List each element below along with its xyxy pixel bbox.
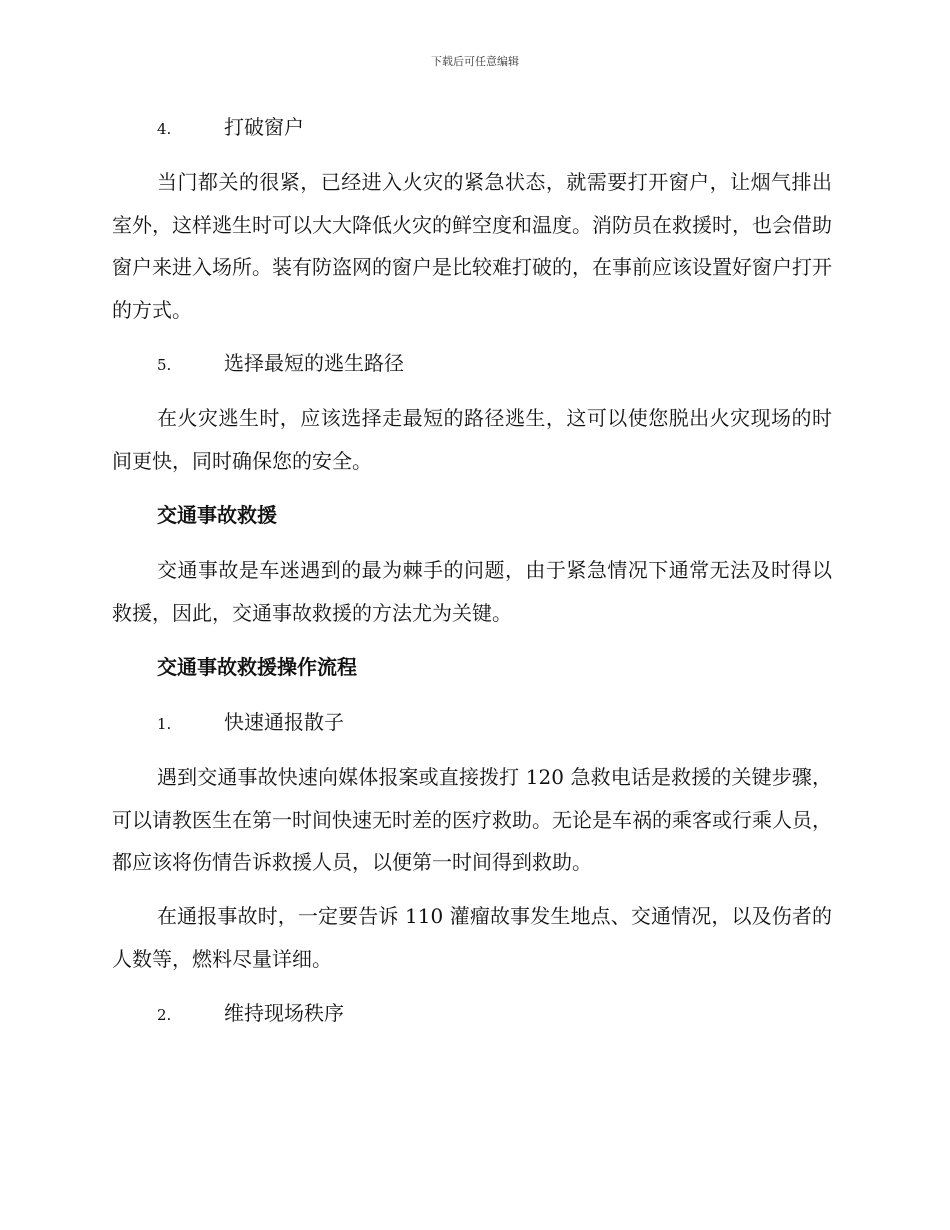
list-text: 维持现场秩序 [224,1001,344,1025]
list-item-1 [157,707,344,739]
list-text: 快速通报散子 [224,710,344,734]
list-number: 2. [157,1006,172,1024]
list-number: 1. [157,715,172,733]
paragraph-report-details: 在通报事故时，一定要告诉 110 灌瘤故事发生地点、交通情况，以及伤者的人数等，燃料尽量详细。 [112,904,832,971]
paragraph-report-quickly: 遇到交通事故快速向媒体报案或直接拨打 120 急救电话是救援的关键步骤，可以请教医生在第一时间快速无时差的医疗救助。无论是车祸的乘客或行乘人员，都应该将伤情告诉救援人员，以便第一时间得到救助。 [112,765,832,874]
list-text: 选择最短的逃生路径 [224,351,404,375]
paragraph-traffic-intro: 交通事故是车迷遇到的最为棘手的问题，由于紧急情况下通常无法及时得以救援，因此，交通事故救援的方法尤为关键。 [112,558,832,625]
section-heading-procedure: 交通事故救援操作流程 [157,655,357,679]
list-text: 打破窗户 [224,115,304,139]
page-header: 下载后可任意编辑 [431,55,519,68]
list-item-5 [157,348,404,380]
list-number: 4. [157,120,172,138]
paragraph-shortest-path: 在火灾逃生时，应该选择走最短的路径逃生，这可以使您脱出火灾现场的时间更快，同时确保您的安全。 [112,406,832,473]
list-number: 5. [157,356,172,374]
paragraph-window: 当门都关的很紧，已经进入火灾的紧急状态，就需要打开窗户，让烟气排出室外，这样逃生时可以大大降低火灾的鲜空度和温度。消防员在救援时，也会借助窗户来进入场所。装有防盗网的窗户是比较难打破的，在事前应该设置好窗户打开的方式。 [112,170,832,322]
list-item-2 [157,998,344,1030]
list-item-4 [157,112,304,144]
section-heading-traffic-rescue: 交通事故救援 [157,503,277,527]
